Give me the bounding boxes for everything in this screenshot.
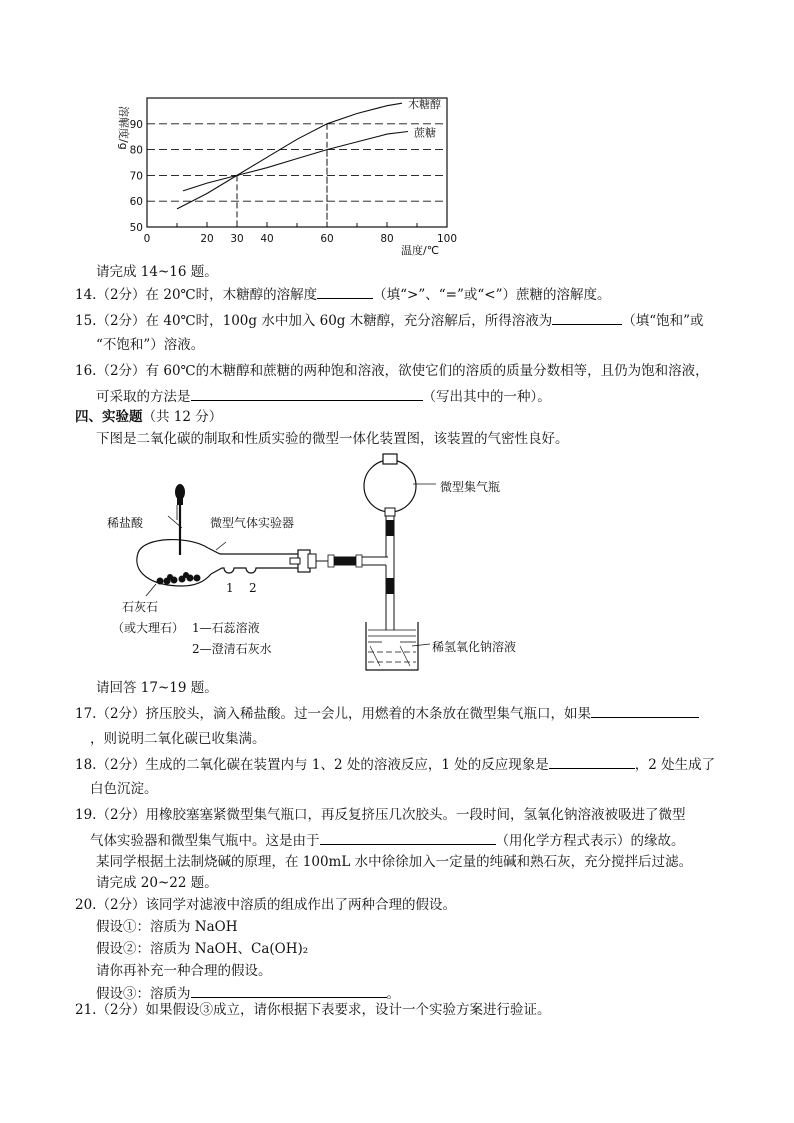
y-axis-label: 溶解度/g — [117, 106, 130, 150]
section-4-title: 四、实验题 — [75, 409, 143, 425]
question-17-cont: ，则说明二氧化碳已收集满。 — [90, 731, 266, 747]
answer-blank-15[interactable] — [552, 310, 622, 325]
hypothesis-3-text: 假设③：溶质为 — [96, 986, 191, 1002]
question-18 — [75, 754, 715, 775]
x-tick-label: 20 — [200, 233, 214, 245]
question-16: 16.（2分）有 60℃的木糖醇和蔗糖的两种饱和溶液，欲使它们的溶质的质量分数相等，且仍为饱和溶液， — [75, 363, 709, 379]
answer-blank-18[interactable] — [549, 754, 635, 769]
label-limewater-note: 2—澄清石灰水 — [192, 642, 272, 656]
plot-frame — [147, 98, 447, 227]
question-19-tail: （用化学方程式表示）的缘故。 — [495, 833, 685, 849]
answer-blank-16[interactable] — [191, 386, 423, 401]
connecting-pipe — [328, 512, 394, 630]
question-19: 19.（2分）用橡胶塞塞紧微型集气瓶口，再反复挤压几次胶头。一段时间，氢氧化钠溶液被吸进了微型 — [75, 807, 686, 823]
question-18-text: 18.（2分）生成的二氧化碳在装置内与 1、2 处的溶液反应，1 处的反应现象是 — [75, 757, 549, 773]
question-14-tail: （填“>”、“=”或“<”）蔗糖的溶解度。 — [373, 287, 611, 303]
micro-gas-tube — [208, 548, 328, 574]
question-17 — [75, 703, 699, 724]
dropper-icon — [175, 484, 185, 555]
y-tick-label: 50 — [129, 222, 143, 234]
micro-gas-bottle — [364, 454, 416, 516]
answer-blank-19[interactable] — [320, 830, 496, 845]
series-label-sucrose: 蔗糖 — [414, 126, 436, 140]
solubility-chart — [100, 88, 480, 263]
hypothesis-2: 假设②：溶质为 NaOH、Ca(OH)₂ — [96, 941, 309, 957]
question-16-text: 可采取的方法是 — [96, 389, 191, 405]
x-tick-label: 100 — [436, 233, 458, 245]
x-axis-label: 温度/℃ — [401, 244, 440, 257]
label-litmus-note: 1—石蕊溶液 — [192, 621, 260, 635]
series-label-xylitol: 木糖醇 — [408, 98, 441, 112]
answer-blank-14[interactable] — [317, 284, 373, 299]
label-marble: （或大理石） — [112, 621, 185, 635]
y-tick-label: 60 — [129, 196, 143, 209]
question-15 — [75, 310, 704, 331]
y-tick-label: 80 — [129, 144, 143, 157]
question-15-cont: “不饱和”）溶液。 — [96, 337, 205, 353]
x-tick-label: 60 — [320, 233, 334, 245]
y-tick-label: 70 — [129, 170, 143, 183]
x-tick-label: 0 — [143, 233, 151, 245]
question-18-tail: ，2 处生成了 — [634, 757, 716, 773]
paragraph-caustic-soda: 某同学根据土法制烧碱的原理，在 100mL 水中徐徐加入一定量的纯碱和熟石灰，充分搅拌后过滤。 — [96, 854, 693, 870]
label-limestone: 石灰石 — [122, 600, 159, 614]
section-4-heading — [75, 407, 222, 427]
question-15-tail: （填“饱和”或 — [622, 313, 704, 329]
hypothesis-prompt: 请你再补充一种合理的假设。 — [96, 963, 272, 979]
question-21: 21.（2分）如果假设③成立，请你根据下表要求，设计一个实验方案进行验证。 — [75, 1002, 551, 1018]
y-tick-label: 90 — [129, 118, 143, 131]
question-16-tail: （写出其中的一种）。 — [422, 389, 551, 405]
question-15-text: 15.（2分）在 40℃时，100g 水中加入 60g 木糖醇，充分溶解后，所得溶液为 — [75, 313, 553, 329]
answer-blank-17[interactable] — [591, 703, 699, 718]
question-17-text: 17.（2分）挤压胶头，滴入稀盐酸。过一会儿，用燃着的木条放在微型集气瓶口，如果 — [75, 706, 592, 722]
intro-17-19: 请回答 17~19 题。 — [96, 680, 218, 696]
hypothesis-1: 假设①：溶质为 NaOH — [96, 919, 238, 935]
label-position-2: 2 — [249, 581, 257, 595]
x-tick-label: 30 — [230, 233, 244, 245]
gas-generator-bulb — [137, 540, 211, 586]
experiment-intro: 下图是二氧化碳的制取和性质实验的微型一体化装置图，该装置的气密性良好。 — [96, 431, 569, 447]
label-micro-gas-bottle: 微型集气瓶 — [440, 480, 501, 494]
question-19-cont — [90, 830, 685, 851]
question-16-cont — [96, 386, 551, 407]
naoh-beaker — [366, 622, 418, 670]
label-micro-gas-device: 微型气体实验器 — [210, 516, 295, 530]
x-tick-label: 80 — [380, 233, 394, 245]
intro-20-22: 请完成 20~22 题。 — [96, 875, 218, 891]
intro-14-16: 请完成 14~16 题。 — [96, 264, 218, 280]
series-line-xylitol — [177, 103, 402, 209]
question-20: 20.（2分）该同学对滤液中溶质的组成作出了两种合理的假设。 — [75, 897, 457, 913]
section-4-points: （共 12 分） — [142, 409, 223, 425]
answer-blank-20[interactable] — [191, 983, 387, 998]
question-19-text: 气体实验器和微型集气瓶中。这是由于 — [90, 833, 320, 849]
question-14-text: 14.（2分）在 20℃时，木糖醇的溶解度 — [75, 287, 318, 303]
question-18-cont: 白色沉淀。 — [90, 781, 158, 797]
label-dilute-hcl: 稀盐酸 — [107, 516, 144, 530]
label-naoh-solution: 稀氢氧化钠溶液 — [432, 640, 517, 654]
x-tick-label: 40 — [260, 233, 274, 245]
question-14 — [75, 284, 611, 305]
hypothesis-3-tail: 。 — [386, 986, 400, 1002]
label-position-1: 1 — [226, 581, 234, 595]
